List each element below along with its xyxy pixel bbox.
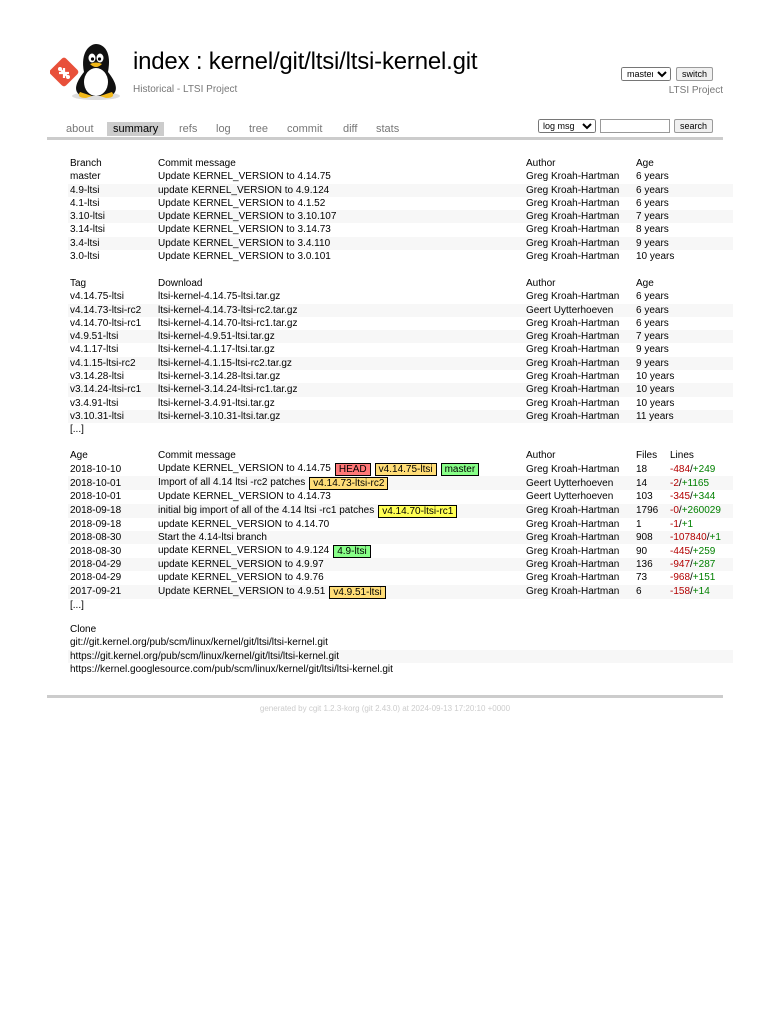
branch-row [68,170,733,183]
commit-message-link[interactable]: Update KERNEL_VERSION to 3.14.73 [158,224,331,236]
tarball-download-link[interactable]: ltsi-kernel-4.14.70-ltsi-rc1.tar.gz [158,317,298,329]
commit-row [68,504,733,518]
tab-stats[interactable]: stats [376,123,400,135]
branch-row [68,210,733,223]
tux-git-logo[interactable] [50,42,126,100]
commits-table [68,449,733,612]
lines-deleted: -2 [670,477,679,489]
tab-tree[interactable]: tree [249,123,268,135]
commit-message-link[interactable]: Update KERNEL_VERSION to 4.1.52 [158,197,326,209]
commit-row [68,585,733,599]
tag-name-link[interactable]: v3.10.31-ltsi [68,410,156,423]
ref-decoration-badge[interactable]: v4.9.51-ltsi [329,586,385,599]
clone-table [68,623,733,676]
commit-date: 2018-04-29 [70,572,122,584]
age-text: 11 years [634,410,733,423]
tag-name-link[interactable]: v4.14.70-ltsi-rc1 [70,317,142,329]
age-text: 10 years [636,251,675,263]
commit-message-link[interactable]: Update KERNEL_VERSION to 4.9.51 [158,585,326,597]
lines-added: +259 [692,545,716,557]
files-changed-count: 18 [636,463,648,475]
lines-changed [668,585,733,599]
branches-header-row [68,157,733,170]
files-changed-count: 90 [636,545,648,557]
tarball-download-link[interactable]: ltsi-kernel-3.4.91-ltsi.tar.gz [158,397,275,409]
tags-header-row [68,277,733,290]
tag-row [68,317,733,330]
lines-deleted: -968 [670,572,691,584]
ref-decoration-badge[interactable]: v4.14.75-ltsi [375,463,437,476]
lines-deleted: -484 [670,463,691,475]
tags-more-row [68,423,733,436]
lines-deleted: -1 [670,518,679,530]
lines-changed [668,490,733,503]
more-tags-link[interactable]: [...] [70,424,84,436]
tag-row [68,370,733,383]
commit-message-link[interactable]: Update KERNEL_VERSION to 4.14.73 [158,491,331,503]
lines-separator: / [678,477,682,489]
commit-row [68,490,733,503]
commit-message-cell [156,544,524,558]
tarball-download-link[interactable]: ltsi-kernel-3.14.24-ltsi-rc1.tar.gz [156,383,524,396]
commit-message-cell [156,476,524,490]
repo-description: Historical - LTSI Project [133,84,238,95]
author-name: Greg Kroah-Hartman [526,572,620,584]
tab-about[interactable]: about [66,123,94,135]
author-name: Greg Kroah-Hartman [524,357,634,370]
tag-name-link[interactable]: v3.14.28-ltsi [70,371,124,383]
age-text: 6 years [636,197,669,209]
commit-message-link[interactable]: Update KERNEL_VERSION to 4.14.75 [158,463,331,475]
files-changed-count: 73 [636,572,648,584]
search-button[interactable]: search [674,119,713,133]
files-changed-count: 14 [634,476,668,490]
search-form [538,119,713,133]
commit-message-link[interactable]: update KERNEL_VERSION to 4.14.70 [158,518,330,530]
search-input[interactable] [600,119,670,133]
branch-row [68,197,733,210]
commit-date: 2018-10-10 [70,463,122,475]
branch-name-link[interactable]: 3.0-ltsi [70,251,100,263]
age-text: 6 years [636,317,669,329]
tag-name-link[interactable]: v4.9.51-ltsi [68,330,156,343]
branch-name-link[interactable]: 3.4-ltsi [68,237,156,250]
column-header: Branch [70,158,102,169]
tag-row [68,410,733,423]
commit-message-link[interactable]: Start the 4.14-ltsi branch [158,531,267,543]
branch-name-link[interactable]: 4.9-ltsi [68,184,156,197]
branch-name-link[interactable]: 3.14-ltsi [70,224,106,236]
commit-message-cell [156,518,524,531]
author-name: Greg Kroah-Hartman [526,251,620,263]
ref-decoration-badge[interactable]: v4.14.70-ltsi-rc1 [378,505,457,518]
commit-message-cell [156,531,524,544]
tarball-download-link[interactable]: ltsi-kernel-4.1.17-ltsi.tar.gz [158,344,275,356]
age-text: 9 years [634,237,733,250]
lines-separator: / [678,518,682,530]
lines-added: +14 [692,586,710,598]
commit-date: 2018-08-30 [68,531,156,544]
column-header: Commit message [158,158,236,169]
footer [47,695,723,713]
author-name: Greg Kroah-Hartman [524,330,634,343]
branch-row [68,250,733,263]
clone-header: Clone [70,624,97,635]
switch-button[interactable]: switch [676,67,713,81]
tag-row [68,330,733,343]
author-name: Geert Uytterhoeven [526,491,614,503]
author-name: Geert Uytterhoeven [524,476,634,490]
author-name: Greg Kroah-Hartman [526,397,620,409]
lines-separator: / [690,586,693,598]
author-name: Greg Kroah-Hartman [526,197,620,209]
author-name: Greg Kroah-Hartman [526,317,620,329]
nav-tabs [47,121,723,140]
author-name: Greg Kroah-Hartman [524,210,634,223]
tag-name-link[interactable]: v4.14.73-ltsi-rc2 [68,304,156,317]
commit-date: 2017-09-21 [68,585,156,599]
lines-added: +151 [692,572,716,584]
lines-deleted: -0 [670,504,679,516]
branch-name-link[interactable]: 4.1-ltsi [70,197,100,209]
search-mode-select[interactable] [538,119,596,133]
column-header: Commit message [158,450,236,461]
author-name: Greg Kroah-Hartman [524,383,634,396]
tag-name-link[interactable]: v4.1.15-ltsi-rc2 [68,357,156,370]
commit-message-link[interactable]: initial big import of all of the 4.14 ltsi -rc1 patches [158,504,375,516]
tab-log[interactable]: log [216,123,231,135]
clone-url-link[interactable]: https://git.kernel.org/pub/scm/linux/kernel/git/ltsi/ltsi-kernel.git [68,650,733,663]
lines-added: +287 [692,559,716,571]
lines-separator: / [690,491,693,503]
age-text: 10 years [634,383,733,396]
footer-text[interactable]: generated by cgit 1.2.3-korg (git 2.43.0) at 2024-09-13 17:20:10 +0000 [259,704,511,713]
lines-added: +260029 [681,504,721,516]
lines-deleted: -947 [670,559,691,571]
column-header: Age [70,450,88,461]
commit-date: 2018-04-29 [68,558,156,571]
age-text: 8 years [636,224,669,236]
commit-date: 2018-08-30 [70,545,122,557]
age-text: 10 years [636,371,675,383]
lines-separator: / [690,463,693,475]
branch-rows [68,170,733,263]
lines-changed [668,504,733,518]
tag-row [68,397,733,410]
author-name: Greg Kroah-Hartman [524,237,634,250]
age-text: 9 years [634,357,733,370]
commit-row [68,531,733,544]
lines-deleted: -345 [670,491,691,503]
age-text: 7 years [634,330,733,343]
commit-row [68,571,733,584]
age-text: 6 years [636,171,669,183]
lines-added: +1 [681,518,694,530]
author-name: Greg Kroah-Hartman [526,291,620,303]
commits-header-row [68,449,733,462]
commit-row [68,518,733,531]
commit-message-cell [156,462,524,476]
commit-message-cell [156,490,524,503]
tarball-download-link[interactable]: ltsi-kernel-4.1.15-ltsi-rc2.tar.gz [156,357,524,370]
ref-decoration-badge[interactable]: v4.14.73-ltsi-rc2 [309,477,388,490]
lines-changed [668,531,733,544]
clone-url-row [68,636,733,649]
tag-row [68,304,733,317]
commit-row [68,476,733,490]
column-header: Author [526,158,556,169]
branches-table [68,157,733,263]
tarball-download-link[interactable]: ltsi-kernel-4.14.73-ltsi-rc2.tar.gz [156,304,524,317]
commit-message-cell [156,504,524,518]
lines-changed [668,518,733,531]
branch-name-link[interactable]: 3.10-ltsi [68,210,156,223]
tag-row [68,343,733,356]
age-text: 7 years [634,210,733,223]
lines-changed [668,558,733,571]
tag-name-link[interactable]: v4.1.17-ltsi [70,344,119,356]
tags-table [68,277,733,437]
author-name: Greg Kroah-Hartman [524,531,634,544]
clone-header-row [68,623,733,636]
column-header: Lines [670,450,694,461]
lines-added: +1 [709,531,721,543]
branch-select[interactable] [621,67,671,81]
files-changed-count: 6 [634,585,668,599]
age-text: 6 years [634,304,733,317]
commit-message-cell [156,571,524,584]
tag-rows [68,290,733,423]
commit-date: 2018-10-01 [70,491,122,503]
author-name: Geert Uytterhoeven [524,304,634,317]
commit-date: 2018-09-18 [70,518,122,530]
commit-message-link[interactable]: update KERNEL_VERSION to 4.9.97 [158,559,324,571]
more-commits-link[interactable]: [...] [70,599,84,611]
author-name: Greg Kroah-Hartman [524,585,634,599]
files-changed-count: 1 [636,518,642,530]
commit-date: 2018-09-18 [68,504,156,518]
commit-message-link[interactable]: update KERNEL_VERSION to 4.9.124 [158,545,330,557]
author-name: Greg Kroah-Hartman [526,463,620,475]
clone-url-row [68,650,733,663]
clone-url-link[interactable]: https://kernel.googlesource.com/pub/scm/linux/kernel/git/ltsi/ltsi-kernel.git [70,663,393,675]
commit-message-link[interactable]: update KERNEL_VERSION to 4.9.124 [156,184,524,197]
files-changed-count: 103 [636,491,653,503]
lines-changed [668,462,733,476]
author-name: Greg Kroah-Hartman [526,518,620,530]
commit-date: 2018-10-01 [68,476,156,490]
column-header: Files [636,450,658,461]
author-name: Greg Kroah-Hartman [524,410,634,423]
tab-diff[interactable]: diff [343,123,358,135]
author-name: Greg Kroah-Hartman [526,171,620,183]
commit-message-link[interactable]: update KERNEL_VERSION to 4.9.76 [158,572,324,584]
tag-name-link[interactable]: v4.14.75-ltsi [70,291,124,303]
clone-url-link[interactable]: git://git.kernel.org/pub/scm/linux/kernel/git/ltsi/ltsi-kernel.git [70,637,328,649]
lines-added: +249 [692,463,716,475]
tag-row [68,290,733,303]
author-name: Greg Kroah-Hartman [524,504,634,518]
lines-deleted: -107840 [670,531,707,543]
clone-url-row [68,663,733,676]
branch-row [68,184,733,197]
lines-separator: / [690,545,693,557]
page-title[interactable]: index : kernel/git/ltsi/ltsi-kernel.git [133,48,478,75]
project-link[interactable]: LTSI Project [668,85,723,96]
lines-added: +344 [692,491,716,503]
tab-summary[interactable]: summary [107,122,164,136]
column-header: Age [636,158,654,169]
tarball-download-link[interactable]: ltsi-kernel-4.9.51-ltsi.tar.gz [156,330,524,343]
lines-changed [668,571,733,584]
commit-message-link[interactable]: Update KERNEL_VERSION to 4.14.75 [158,171,331,183]
ref-decoration-badge[interactable]: master [441,463,480,476]
commit-message-link[interactable]: Update KERNEL_VERSION to 3.10.107 [156,210,524,223]
tarball-download-link[interactable]: ltsi-kernel-4.14.75-ltsi.tar.gz [158,291,281,303]
column-header: Tag [70,278,87,289]
ref-decoration-badge[interactable]: HEAD [335,463,371,476]
commits-more-row [68,599,733,612]
tarball-download-link[interactable]: ltsi-kernel-3.14.28-ltsi.tar.gz [158,371,281,383]
lines-added: +1165 [681,477,710,489]
age-text: 6 years [636,291,669,303]
commit-row [68,544,733,558]
tab-commit[interactable]: commit [287,123,323,135]
commit-rows [68,462,733,598]
lines-separator: / [678,504,682,516]
author-name: Greg Kroah-Hartman [526,545,620,557]
ref-decoration-badge[interactable]: 4.9-ltsi [333,545,370,558]
age-text: 10 years [636,397,675,409]
commit-message-link[interactable]: Update KERNEL_VERSION to 3.4.110 [156,237,524,250]
tag-name-link[interactable]: v3.4.91-ltsi [70,397,119,409]
commit-message-link[interactable]: Update KERNEL_VERSION to 3.0.101 [158,251,331,263]
files-changed-count: 908 [634,531,668,544]
tag-name-link[interactable]: v3.14.24-ltsi-rc1 [68,383,156,396]
commit-row [68,558,733,571]
lines-separator: / [690,559,693,571]
age-text: 9 years [636,344,669,356]
lines-deleted: -445 [670,545,691,557]
column-header: Author [526,450,556,461]
column-header: Download [158,278,203,289]
tag-row [68,383,733,396]
branch-row [68,223,733,236]
author-name: Greg Kroah-Hartman [526,371,620,383]
commit-message-cell [156,558,524,571]
tag-row [68,357,733,370]
column-header: Age [636,278,654,289]
branch-switch-form [621,67,713,81]
tab-refs[interactable]: refs [179,123,198,135]
branch-row [68,237,733,250]
lines-separator: / [706,531,710,543]
lines-separator: / [690,572,693,584]
column-header: Author [526,278,556,289]
commit-message-cell [156,585,524,599]
age-text: 6 years [634,184,733,197]
commit-message-link[interactable]: Import of all 4.14 ltsi -rc2 patches [158,477,306,489]
author-name: Greg Kroah-Hartman [526,344,620,356]
files-changed-count: 136 [634,558,668,571]
commit-row [68,462,733,476]
author-name: Greg Kroah-Hartman [524,184,634,197]
branch-name-link[interactable]: master [70,171,101,183]
tarball-download-link[interactable]: ltsi-kernel-3.10.31-ltsi.tar.gz [156,410,524,423]
files-changed-count: 1796 [634,504,668,518]
lines-deleted: -158 [670,586,691,598]
author-name: Greg Kroah-Hartman [526,224,620,236]
lines-changed [668,544,733,558]
author-name: Greg Kroah-Hartman [524,558,634,571]
lines-changed [668,476,733,490]
